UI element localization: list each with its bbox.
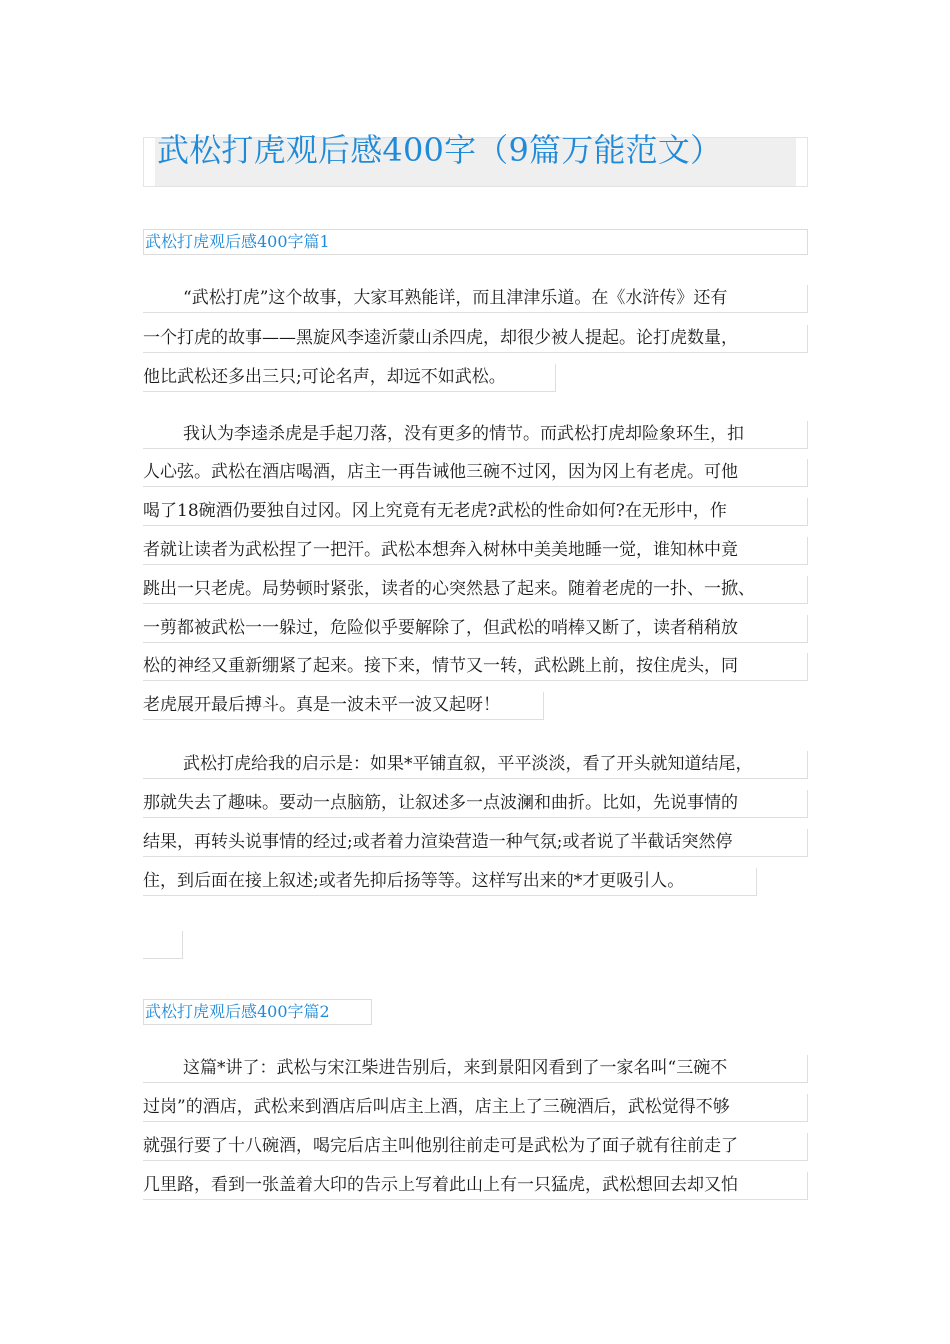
paragraph-line: 一个打虎的故事——黑旋风李逵沂蒙山杀四虎，却很少被人提起。论打虎数量， xyxy=(143,325,808,353)
paragraph-line: “武松打虎”这个故事，大家耳熟能详，而且津津乐道。在《水浒传》还有 xyxy=(143,285,808,313)
paragraph-line: 武松打虎给我的启示是：如果*平铺直叙，平平淡淡，看了开头就知道结尾， xyxy=(143,751,808,779)
paragraph-line: 过岗”的酒店，武松来到酒店后叫店主上酒，店主上了三碗酒后，武松觉得不够 xyxy=(143,1094,808,1122)
paragraph-line: 喝了18碗酒仍要独自过冈。冈上究竟有无老虎?武松的性命如何?在无形中，作 xyxy=(143,498,808,526)
document-title: 武松打虎观后感400字（9篇万能范文） xyxy=(157,131,723,169)
paragraph-line: 人心弦。武松在酒店喝酒，店主一再告诫他三碗不过冈，因为冈上有老虎。可他 xyxy=(143,459,808,487)
empty-paragraph-marker xyxy=(143,931,183,959)
paragraph-line: 松的神经又重新绷紧了起来。接下来，情节又一转，武松跳上前，按住虎头，同 xyxy=(143,653,808,681)
paragraph-line: 者就让读者为武松捏了一把汗。武松本想奔入树林中美美地睡一觉，谁知林中竟 xyxy=(143,537,808,565)
section-heading-2: 武松打虎观后感400字篇2 xyxy=(143,999,372,1025)
paragraph-line: 就强行要了十八碗酒，喝完后店主叫他别往前走可是武松为了面子就有往前走了 xyxy=(143,1133,808,1161)
paragraph-line: 结果，再转头说事情的经过;或者着力渲染营造一种气氛;或者说了半截话突然停 xyxy=(143,829,808,857)
section-heading-1: 武松打虎观后感400字篇1 xyxy=(143,229,808,255)
paragraph-line: 他比武松还多出三只;可论名声，却远不如武松。 xyxy=(143,364,556,392)
paragraph-line: 这篇*讲了：武松与宋江柴进告别后，来到景阳冈看到了一家名叫“三碗不 xyxy=(143,1055,808,1083)
paragraph-line: 我认为李逵杀虎是手起刀落，没有更多的情节。而武松打虎却险象环生，扣 xyxy=(143,421,808,449)
paragraph-line: 那就失去了趣味。要动一点脑筋，让叙述多一点波澜和曲折。比如，先说事情的 xyxy=(143,790,808,818)
paragraph-line: 几里路，看到一张盖着大印的告示上写着此山上有一只猛虎，武松想回去却又怕 xyxy=(143,1172,808,1200)
paragraph-line: 住，到后面在接上叙述;或者先抑后扬等等。这样写出来的*才更吸引人。 xyxy=(143,868,757,896)
paragraph-line: 一剪都被武松一一躲过，危险似乎要解除了，但武松的哨棒又断了，读者稍稍放 xyxy=(143,615,808,643)
paragraph-line: 老虎展开最后搏斗。真是一波未平一波又起呀！ xyxy=(143,692,544,720)
paragraph-line: 跳出一只老虎。局势顿时紧张，读者的心突然悬了起来。随着老虎的一扑、一掀、 xyxy=(143,576,808,604)
